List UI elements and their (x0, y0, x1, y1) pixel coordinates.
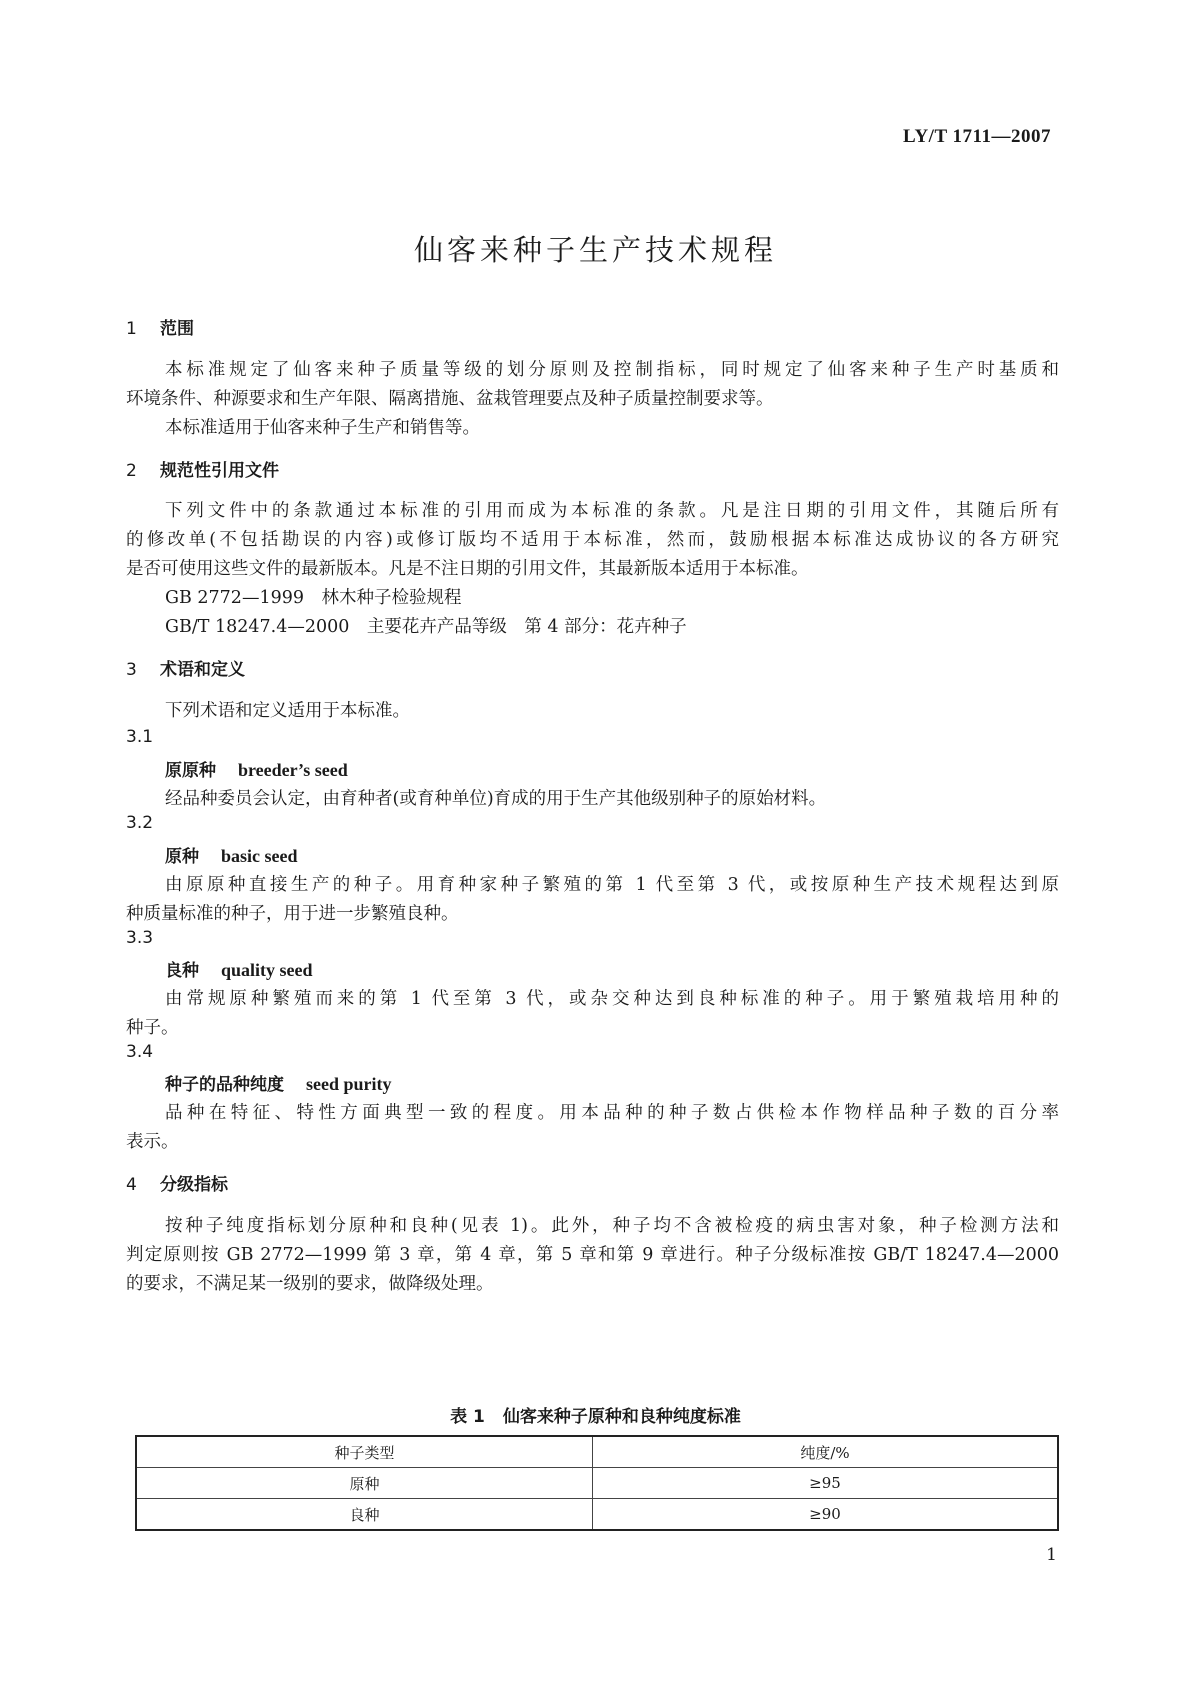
term-en: basic seed (221, 846, 298, 866)
term-number: 3.3 (126, 928, 154, 948)
paragraph-line: 的修改单(不包括勘误的内容)或修订版均不适用于本标准，然而，鼓励根据本标准达成协议的各方研究 (126, 530, 1059, 550)
page-number: 1 (1046, 1545, 1057, 1565)
section-title: 分级指标 (160, 1175, 228, 1195)
term-heading (165, 756, 348, 781)
table-caption-title: 仙客来种子原种和良种纯度标准 (502, 1407, 741, 1427)
section-number: 4 (126, 1175, 137, 1195)
term-heading (165, 842, 298, 867)
paragraph-line: 环境条件、种源要求和生产年限、隔离措施、盆栽管理要点及种子质量控制要求等。 (126, 389, 774, 409)
term-definition: 种质量标准的种子，用于进一步繁殖良种。 (126, 904, 459, 924)
paragraph-line: 本标准规定了仙客来种子质量等级的划分原则及控制指标，同时规定了仙客来种子生产时基质和 (165, 360, 1059, 380)
term-zh: 原种 (165, 847, 199, 867)
table-cell-type: 良种 (136, 1499, 593, 1531)
term-definition: 品种在特征、特性方面典型一致的程度。用本品种的种子数占供检本作物样品种子数的百分率 (165, 1103, 1059, 1123)
term-definition: 由原原种直接生产的种子。用育种家种子繁殖的第 1 代至第 3 代，或按原种生产技术规程达到原 (165, 875, 1059, 895)
term-number: 3.4 (126, 1042, 154, 1062)
paragraph-line: 本标准适用于仙客来种子生产和销售等。 (165, 418, 480, 438)
term-definition: 表示。 (126, 1132, 179, 1152)
term-number: 3.2 (126, 813, 154, 833)
section-title: 范围 (160, 319, 194, 339)
term-en: seed purity (306, 1074, 392, 1094)
paragraph-line: 下列术语和定义适用于本标准。 (165, 701, 410, 721)
term-en: breeder’s seed (238, 760, 348, 780)
paragraph-line: 的要求，不满足某一级别的要求，做降级处理。 (126, 1274, 494, 1294)
table-cell-purity: ≥95 (593, 1468, 1059, 1499)
section-title: 规范性引用文件 (160, 461, 279, 481)
paragraph-line: 按种子纯度指标划分原种和良种(见表 1)。此外，种子均不含被检疫的病虫害对象，种子检测方法和 (165, 1216, 1059, 1236)
term-zh: 良种 (165, 961, 199, 981)
section-4-heading (126, 1170, 228, 1195)
term-heading (165, 1070, 392, 1095)
standard-code: LY/T 1711—2007 (903, 126, 1051, 147)
table-caption-number: 表 1 (450, 1407, 485, 1427)
paragraph-line: 是否可使用这些文件的最新版本。凡是不注日期的引用文件，其最新版本适用于本标准。 (126, 559, 809, 579)
term-number: 3.1 (126, 727, 154, 747)
term-heading (165, 956, 313, 981)
purity-standard-table (135, 1435, 1059, 1531)
section-2-heading (126, 456, 279, 481)
table-header-cell: 纯度/% (593, 1436, 1059, 1468)
term-zh: 原原种 (165, 761, 216, 781)
term-zh: 种子的品种纯度 (165, 1075, 284, 1095)
reference-gb2772: GB 2772—1999 林木种子检验规程 (165, 588, 462, 608)
section-number: 1 (126, 319, 137, 339)
term-en: quality seed (221, 960, 313, 980)
table-caption (0, 1402, 1191, 1427)
section-3-heading (126, 655, 245, 680)
table-header-row (136, 1436, 1058, 1468)
section-number: 3 (126, 660, 137, 680)
table-cell-purity: ≥90 (593, 1499, 1059, 1531)
table-row (136, 1499, 1058, 1531)
section-title: 术语和定义 (160, 660, 245, 680)
term-definition: 由常规原种繁殖而来的第 1 代至第 3 代，或杂交种达到良种标准的种子。用于繁殖栽培用种的 (165, 989, 1059, 1009)
paragraph-line: 下列文件中的条款通过本标准的引用而成为本标准的条款。凡是注日期的引用文件，其随后所有 (165, 501, 1059, 521)
paragraph-line: 判定原则按 GB 2772—1999 第 3 章，第 4 章，第 5 章和第 9 章进行。种子分级标准按 GB/T 18247.4—2000 (126, 1245, 1059, 1265)
section-number: 2 (126, 461, 137, 481)
table-header-cell: 种子类型 (136, 1436, 593, 1468)
document-title: 仙客来种子生产技术规程 (413, 233, 777, 267)
section-1-heading (126, 314, 194, 339)
reference-gbt18247: GB/T 18247.4—2000 主要花卉产品等级 第 4 部分：花卉种子 (165, 617, 687, 637)
term-definition: 种子。 (126, 1018, 179, 1038)
term-definition: 经品种委员会认定，由育种者(或育种单位)育成的用于生产其他级别种子的原始材料。 (165, 789, 827, 809)
table-cell-type: 原种 (136, 1468, 593, 1499)
table-row (136, 1468, 1058, 1499)
